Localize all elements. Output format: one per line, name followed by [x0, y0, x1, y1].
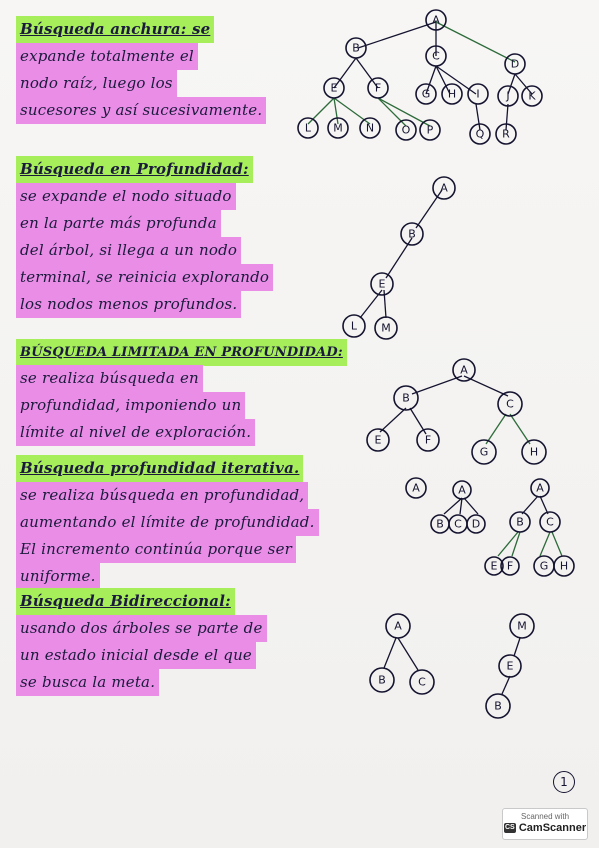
tree-node — [510, 512, 530, 532]
line-text: se expande el nodo situado — [16, 183, 236, 210]
line-text: sucesores y así sucesivamente. — [16, 97, 266, 124]
svg-text:C: C — [454, 517, 462, 531]
section-busqueda-amplitud — [16, 16, 266, 124]
tree-profundidad — [330, 172, 470, 347]
svg-text:E: E — [506, 659, 514, 673]
section-line — [16, 588, 267, 615]
svg-text:A: A — [536, 481, 544, 495]
svg-text:E: E — [374, 433, 382, 447]
line-text: aumentando el límite de profundidad. — [16, 509, 319, 536]
section-line — [16, 291, 273, 318]
tree-node — [522, 86, 542, 106]
page-number: 1 — [553, 771, 575, 793]
camscanner-badge — [502, 808, 588, 840]
svg-text:B: B — [494, 699, 502, 713]
tree-node — [324, 78, 344, 98]
svg-text:D: D — [510, 57, 520, 71]
tree-node — [453, 359, 475, 381]
svg-text:N: N — [365, 121, 375, 135]
svg-text:B: B — [378, 673, 386, 687]
camscanner-logo-icon: CS — [504, 824, 515, 832]
section-busqueda-limitada — [16, 338, 347, 446]
tree-node — [496, 124, 516, 144]
tree-node — [396, 120, 416, 140]
line-text: un estado inicial desde el que — [16, 642, 256, 669]
svg-text:A: A — [440, 181, 448, 195]
svg-text:M: M — [333, 121, 343, 135]
svg-text:H: H — [559, 559, 569, 573]
line-text: expande totalmente el — [16, 43, 198, 70]
tree-node — [431, 515, 449, 533]
section-line — [16, 183, 273, 210]
section-line — [16, 97, 266, 124]
svg-text:F: F — [506, 559, 514, 573]
tree-node — [410, 670, 434, 694]
svg-text:F: F — [374, 81, 382, 95]
tree-node — [417, 429, 439, 451]
tree-node — [554, 556, 574, 576]
tree-node — [343, 315, 365, 337]
svg-text:G: G — [421, 87, 431, 101]
line-text: del árbol, si llega a un nodo — [16, 237, 241, 264]
section-title: Búsqueda anchura: se — [16, 16, 214, 43]
svg-text:K: K — [528, 89, 536, 103]
tree-node — [505, 54, 525, 74]
svg-text:J: J — [506, 89, 510, 103]
tree-node — [453, 481, 471, 499]
section-line — [16, 563, 319, 590]
section-line — [16, 455, 319, 482]
section-line — [16, 536, 319, 563]
tree-node — [426, 46, 446, 66]
line-text: uniforme. — [16, 563, 100, 590]
svg-text:B: B — [402, 391, 410, 405]
tree-node — [375, 317, 397, 339]
badge-brand-name: CamScanner — [518, 822, 587, 834]
tree-node — [540, 512, 560, 532]
tree-node — [401, 223, 423, 245]
tree-node — [370, 668, 394, 692]
svg-text:Q: Q — [475, 127, 485, 141]
svg-text:H: H — [447, 87, 457, 101]
svg-text:E: E — [330, 81, 338, 95]
section-line — [16, 419, 347, 446]
section-line — [16, 237, 273, 264]
section-line — [16, 392, 347, 419]
tree-node — [498, 392, 522, 416]
tree-node — [328, 118, 348, 138]
tree-node — [360, 118, 380, 138]
line-text: se realiza búsqueda en — [16, 365, 203, 392]
tree-node — [467, 515, 485, 533]
badge-subtitle: Scanned with — [520, 812, 570, 821]
tree-node — [433, 177, 455, 199]
tree-node — [472, 440, 496, 464]
svg-text:C: C — [432, 49, 440, 63]
tree-node — [346, 38, 366, 58]
tree-node — [416, 84, 436, 104]
svg-text:A: A — [412, 481, 420, 495]
section-busqueda-iterativa — [16, 455, 319, 590]
line-text: en la parte más profunda — [16, 210, 221, 237]
section-busqueda-profundidad — [16, 156, 273, 318]
line-text: nodo raíz, luego los — [16, 70, 177, 97]
svg-text:O: O — [401, 123, 411, 137]
section-line — [16, 669, 267, 696]
svg-text:B: B — [436, 517, 444, 531]
section-title: Búsqueda en Profundidad: — [16, 156, 253, 183]
section-line — [16, 16, 266, 43]
tree-node — [406, 478, 426, 498]
tree-node — [486, 694, 510, 718]
tree-amplitud — [290, 6, 590, 146]
svg-text:M: M — [517, 619, 527, 633]
section-line — [16, 365, 347, 392]
svg-text:R: R — [502, 127, 510, 141]
tree-node — [499, 655, 521, 677]
svg-text:I: I — [476, 87, 480, 101]
svg-text:B: B — [352, 41, 360, 55]
tree-node — [534, 556, 554, 576]
tree-node — [449, 515, 467, 533]
badge-brand — [503, 822, 587, 834]
svg-text:G: G — [479, 445, 489, 459]
svg-text:F: F — [424, 433, 432, 447]
svg-text:C: C — [418, 675, 426, 689]
section-line — [16, 482, 319, 509]
svg-text:H: H — [529, 445, 539, 459]
tree-node — [298, 118, 318, 138]
svg-text:B: B — [516, 515, 524, 529]
line-text: los nodos menos profundos. — [16, 291, 241, 318]
line-text: se realiza búsqueda en profundidad, — [16, 482, 308, 509]
tree-node — [510, 614, 534, 638]
svg-text:D: D — [471, 517, 481, 531]
tree-node — [394, 386, 418, 410]
tree-node — [367, 429, 389, 451]
tree-node — [386, 614, 410, 638]
tree-node — [470, 124, 490, 144]
svg-text:C: C — [506, 397, 514, 411]
svg-text:C: C — [546, 515, 554, 529]
svg-text:A: A — [394, 619, 402, 633]
tree-node — [371, 273, 393, 295]
tree-node — [420, 120, 440, 140]
line-text: terminal, se reinicia explorando — [16, 264, 273, 291]
tree-node — [468, 84, 488, 104]
line-text: usando dos árboles se parte de — [16, 615, 267, 642]
svg-text:A: A — [432, 13, 440, 27]
line-text: se busca la meta. — [16, 669, 159, 696]
tree-bidireccional — [364, 604, 544, 724]
svg-text:L: L — [304, 121, 312, 135]
section-line — [16, 642, 267, 669]
section-line — [16, 70, 266, 97]
line-text: límite al nivel de exploración. — [16, 419, 255, 446]
section-line — [16, 156, 273, 183]
section-title: Búsqueda profundidad iterativa. — [16, 455, 303, 482]
section-title: BÚSQUEDA LIMITADA EN PROFUNDIDAD: — [16, 339, 347, 366]
svg-text:P: P — [426, 123, 434, 137]
section-title: Búsqueda Bidireccional: — [16, 588, 235, 615]
section-line — [16, 509, 319, 536]
section-line — [16, 210, 273, 237]
line-text: El incremento continúa porque ser — [16, 536, 296, 563]
tree-node — [442, 84, 462, 104]
section-line — [16, 43, 266, 70]
tree-node — [522, 440, 546, 464]
tree-node — [368, 78, 388, 98]
svg-text:L: L — [350, 319, 358, 333]
tree-limitada — [360, 356, 560, 468]
line-text: profundidad, imponiendo un — [16, 392, 245, 419]
svg-text:A: A — [458, 483, 466, 497]
section-line — [16, 264, 273, 291]
tree-node — [498, 86, 518, 106]
svg-text:A: A — [460, 363, 468, 377]
section-line — [16, 338, 347, 365]
svg-text:M: M — [381, 321, 391, 335]
section-line — [16, 615, 267, 642]
tree-node — [531, 479, 549, 497]
svg-text:G: G — [539, 559, 549, 573]
svg-text:B: B — [408, 227, 416, 241]
svg-text:E: E — [378, 277, 386, 291]
tree-iterativa — [398, 474, 588, 584]
svg-text:E: E — [490, 559, 498, 573]
section-busqueda-bidireccional — [16, 588, 267, 696]
